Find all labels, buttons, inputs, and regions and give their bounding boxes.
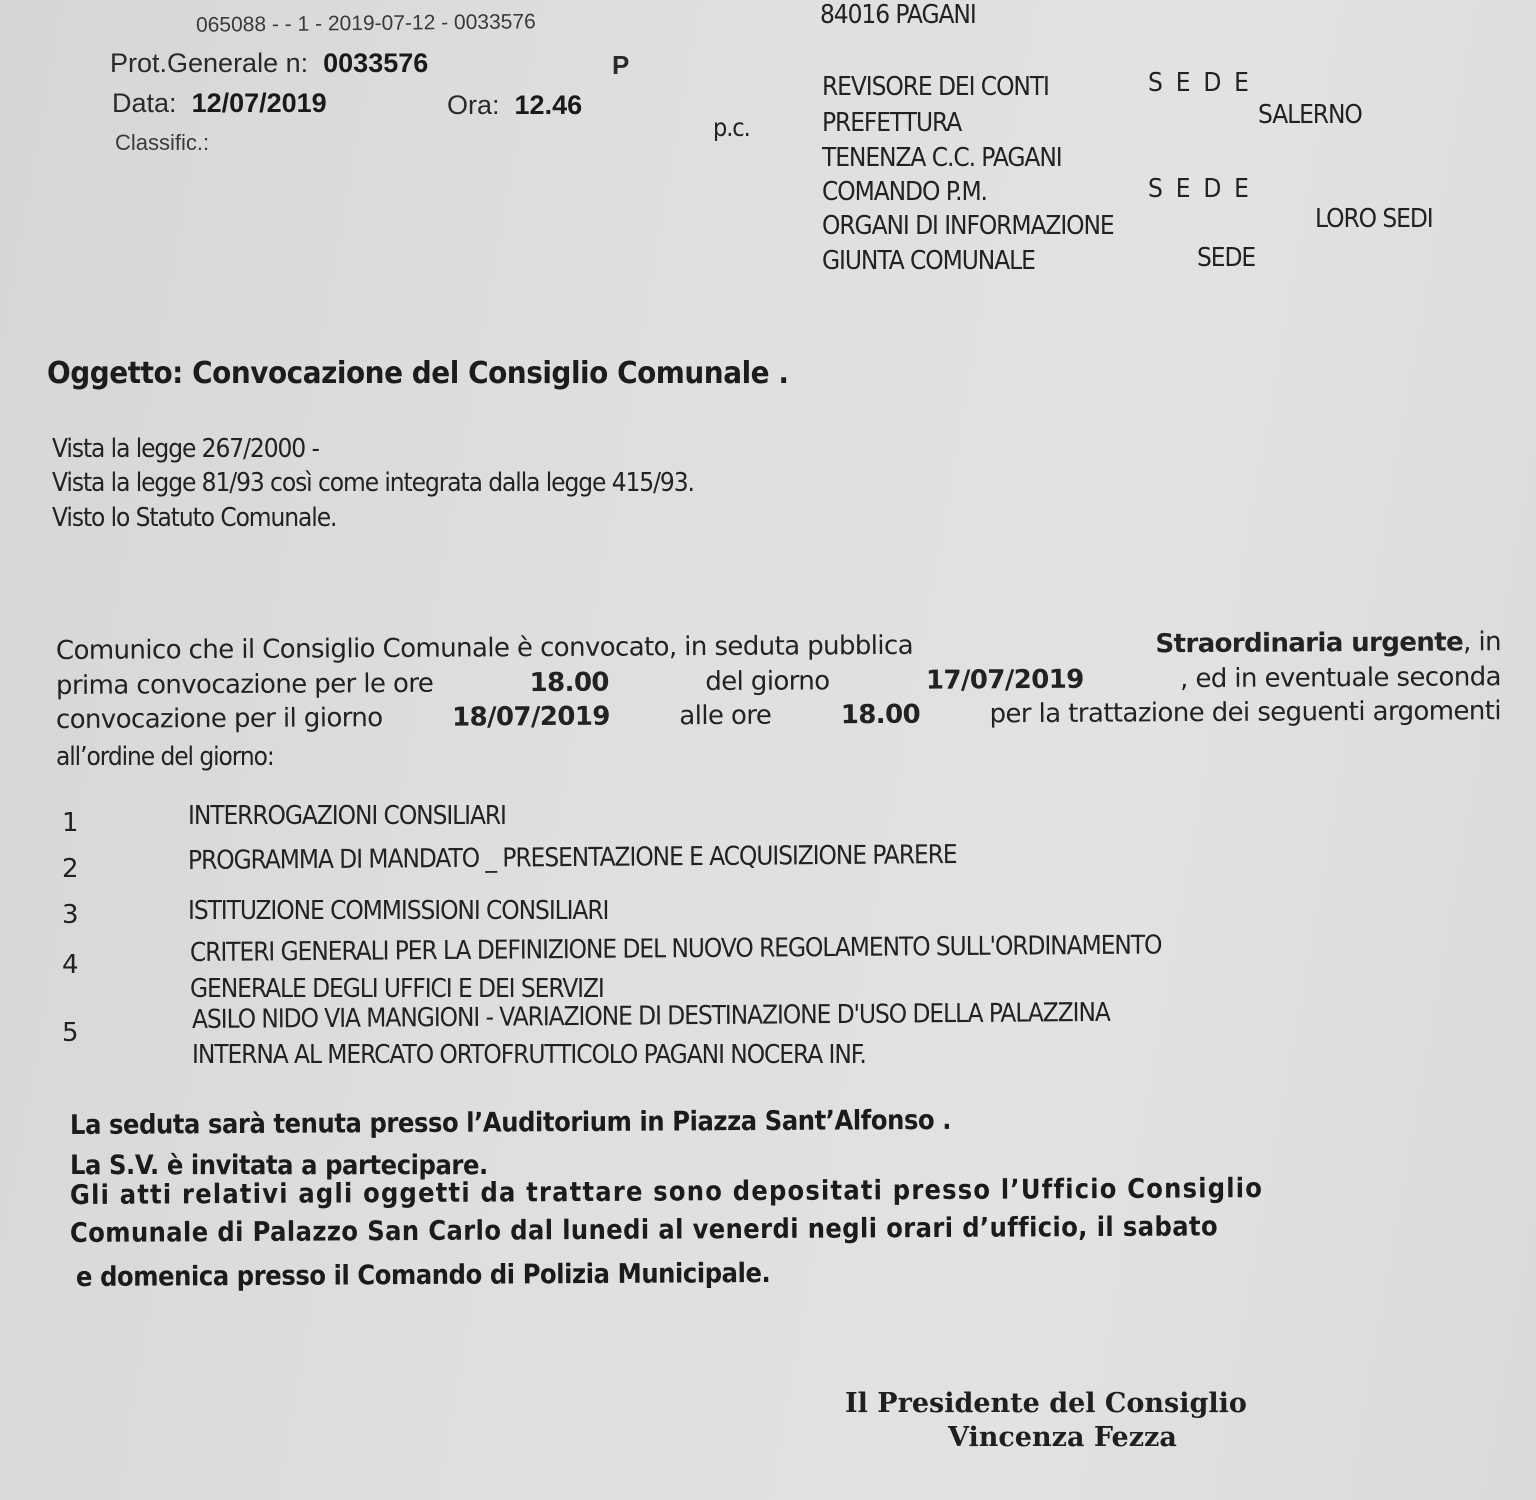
agenda-item-text: CRITERI GENERALI PER LA DEFINIZIONE DEL NUOVO REGOLAMENTO SULL'ORDINAMENTO — [189, 930, 1162, 968]
announcement-text: , in — [1463, 627, 1502, 658]
protocol-number-row — [110, 48, 428, 79]
subject-label: Oggetto: — [47, 356, 183, 391]
date-value: 12/07/2019 — [191, 88, 327, 118]
announcement-line-2 — [56, 662, 1501, 701]
preamble-line: Visto lo Statuto Comunale. — [52, 503, 337, 533]
agenda-item-number: 3 — [62, 900, 79, 930]
announcement-text: prima convocazione per le ore — [55, 668, 434, 701]
recipient-name: GIUNTA COMUNALE — [822, 246, 1035, 276]
announcement-text: convocazione per il giorno — [55, 703, 383, 735]
second-call-time: 18.00 — [840, 699, 921, 731]
announcement-text: , ed in eventuale seconda — [1179, 662, 1502, 695]
invitation-note: La S.V. è invitata a partecipare. — [70, 1150, 488, 1181]
pc-label: p.c. — [713, 113, 750, 142]
first-call-date: 17/07/2019 — [925, 664, 1084, 696]
protocol-label: Prot.Generale n: — [110, 48, 309, 78]
preamble-line: Vista la legge 267/2000 - — [52, 434, 319, 464]
protocol-number: 0033576 — [323, 48, 429, 78]
first-call-time: 18.00 — [529, 667, 609, 699]
classific-label: Classific.: — [115, 130, 210, 155]
protocol-code: 065088 - - 1 - 2019-07-12 - 0033576 — [195, 10, 536, 37]
agenda-item-number: 2 — [62, 854, 79, 884]
recipient-name: REVISORE DEI CONTI — [822, 72, 1049, 102]
preamble-line: Vista la legge 81/93 così come integrata dalla legge 415/93. — [52, 468, 694, 498]
documents-note-line-1: Gli atti relativi agli oggetti da trattare sono depositati presso l’Ufficio Consiglio — [69, 1173, 1264, 1211]
recipient-name: ORGANI DI INFORMAZIONE — [822, 211, 1114, 241]
recipient-name: PREFETTURA — [822, 108, 962, 138]
time-label: Ora: — [447, 90, 500, 120]
agenda-item-number: 1 — [62, 808, 79, 838]
recipient-location: S E D E — [1148, 174, 1252, 204]
announcement-text: per la trattazione dei seguenti argomenti — [989, 696, 1502, 730]
documents-note-line-3: e domenica presso il Comando di Polizia Municipale. — [75, 1257, 771, 1293]
recipient-location: LORO SEDI — [1315, 204, 1433, 234]
session-type: Straordinaria urgente — [1155, 627, 1464, 660]
announcement-line-3 — [56, 696, 1501, 735]
announcement-line-4: all’ordine del giorno: — [56, 742, 274, 772]
agenda-item-text-cont: GENERALE DEGLI UFFICI E DEI SERVIZI — [190, 974, 604, 1004]
announcement-text: Comunico che il Consiglio Comunale è convocato, in seduta pubblica — [55, 630, 914, 666]
time-value: 12.46 — [514, 90, 583, 120]
agenda-item-text: ISTITUZIONE COMMISSIONI CONSILIARI — [188, 896, 609, 926]
agenda-item-number: 5 — [62, 1018, 79, 1048]
agenda-item-text: PROGRAMMA DI MANDATO _ PRESENTAZIONE E ACQUISIZIONE PARERE — [187, 840, 957, 876]
venue-note: La seduta sarà tenuta presso l’Auditorium in Piazza Sant’Alfonso . — [69, 1104, 952, 1141]
recipient-location: S E D E — [1148, 68, 1252, 98]
announcement-emphasis — [1155, 627, 1501, 659]
recipient-name: TENENZA C.C. PAGANI — [822, 143, 1062, 173]
announcement-text: alle ore — [679, 700, 772, 732]
announcement-line-1 — [56, 627, 1501, 666]
agenda-item-number: 4 — [62, 950, 79, 980]
signature-name: Vincenza Fezza — [948, 1422, 1177, 1453]
second-call-date: 18/07/2019 — [451, 701, 610, 733]
address-line: 84016 PAGANI — [820, 0, 976, 30]
signature-title: Il Presidente del Consiglio — [845, 1388, 1247, 1419]
protocol-date-row — [112, 88, 327, 119]
date-label: Data: — [112, 88, 177, 118]
agenda-item-text: ASILO NIDO VIA MANGIONI - VARIAZIONE DI DESTINAZIONE D'USO DELLA PALAZZINA — [191, 997, 1110, 1035]
subject-line — [47, 356, 789, 391]
protocol-type: P — [612, 50, 630, 80]
recipient-name: COMANDO P.M. — [822, 177, 987, 207]
subject-text: Convocazione del Consiglio Comunale . — [192, 356, 789, 391]
announcement-text: del giorno — [705, 666, 830, 698]
agenda-item-text-cont: INTERNA AL MERCATO ORTOFRUTTICOLO PAGANI NOCERA INF. — [192, 1040, 866, 1070]
recipient-location: SEDE — [1197, 243, 1256, 273]
protocol-time-row — [447, 90, 582, 121]
documents-note-line-2: Comunale di Palazzo San Carlo dal lunedi al venerdi negli orari d’ufficio, il sabato — [69, 1211, 1219, 1249]
recipient-location: SALERNO — [1258, 100, 1362, 130]
agenda-item-text: INTERROGAZIONI CONSILIARI — [188, 801, 506, 831]
